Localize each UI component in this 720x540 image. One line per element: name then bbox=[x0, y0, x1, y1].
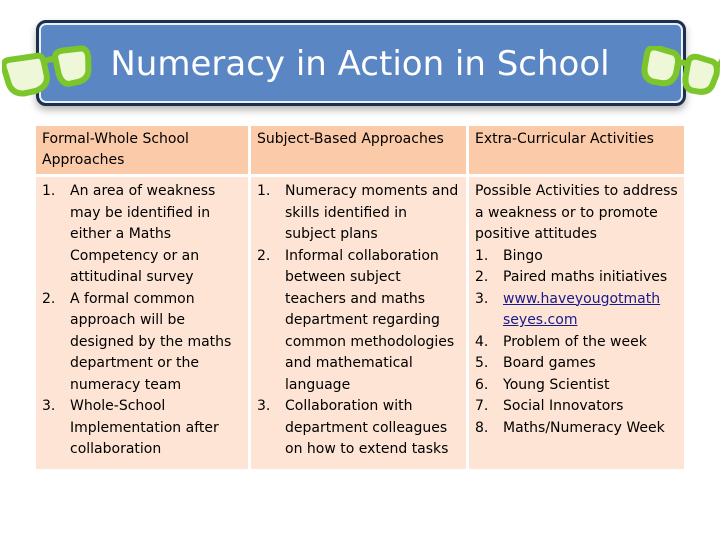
activities-list bbox=[475, 246, 680, 440]
table-body-row bbox=[36, 177, 684, 469]
list-item: 1. Bingo bbox=[475, 247, 543, 264]
extracurricular-cell bbox=[469, 177, 684, 469]
formal-approaches-cell bbox=[36, 177, 248, 469]
subject-approaches-cell bbox=[251, 177, 466, 469]
numeracy-table bbox=[36, 126, 684, 469]
list-item: 2. Paired maths initiatives bbox=[475, 269, 668, 285]
list-item: 7. Social Innovators bbox=[475, 398, 624, 414]
slide-title: Numeracy in Action in School bbox=[110, 44, 610, 84]
table-header-row bbox=[36, 126, 684, 174]
list-item: 8. Maths/Numeracy Week bbox=[475, 419, 665, 436]
list-item: 2. Informal collaboration between subject teachers and maths department regarding common methodologies and mathematical language bbox=[257, 247, 455, 393]
list-item: 1. An area of weakness may be identified in either a Maths Competency or an attitudinal survey bbox=[42, 183, 216, 285]
activities-intro: Possible Activities to address a weakness or to promote positive attitudes bbox=[475, 183, 678, 242]
list-item: 3. www.haveyougotmath seyes.com bbox=[475, 290, 661, 328]
formal-list bbox=[42, 181, 244, 461]
list-item: 1. Numeracy moments and skills identified in subject plans bbox=[257, 183, 459, 242]
subject-list bbox=[257, 181, 462, 461]
list-item: 6. Young Scientist bbox=[475, 376, 610, 393]
list-item: 5. Board games bbox=[475, 355, 596, 371]
header-extracurricular: Extra-Curricular Activities bbox=[475, 131, 654, 147]
list-item: 3. Collaboration with department colleagues on how to extend tasks bbox=[257, 398, 449, 457]
header-subject: Subject-Based Approaches bbox=[257, 131, 444, 147]
green-glasses-icon bbox=[2, 44, 94, 100]
green-glasses-icon bbox=[638, 46, 720, 102]
header-formal: Formal-Whole School Approaches bbox=[42, 131, 189, 168]
list-item: 2. A formal common approach will be designed by the maths department or the numeracy team bbox=[42, 290, 232, 393]
list-item: 4. Problem of the week bbox=[475, 333, 647, 350]
list-item: 3. Whole-School Implementation after collaboration bbox=[42, 398, 219, 457]
website-link[interactable]: www.haveyougotmath seyes.com bbox=[503, 290, 661, 328]
